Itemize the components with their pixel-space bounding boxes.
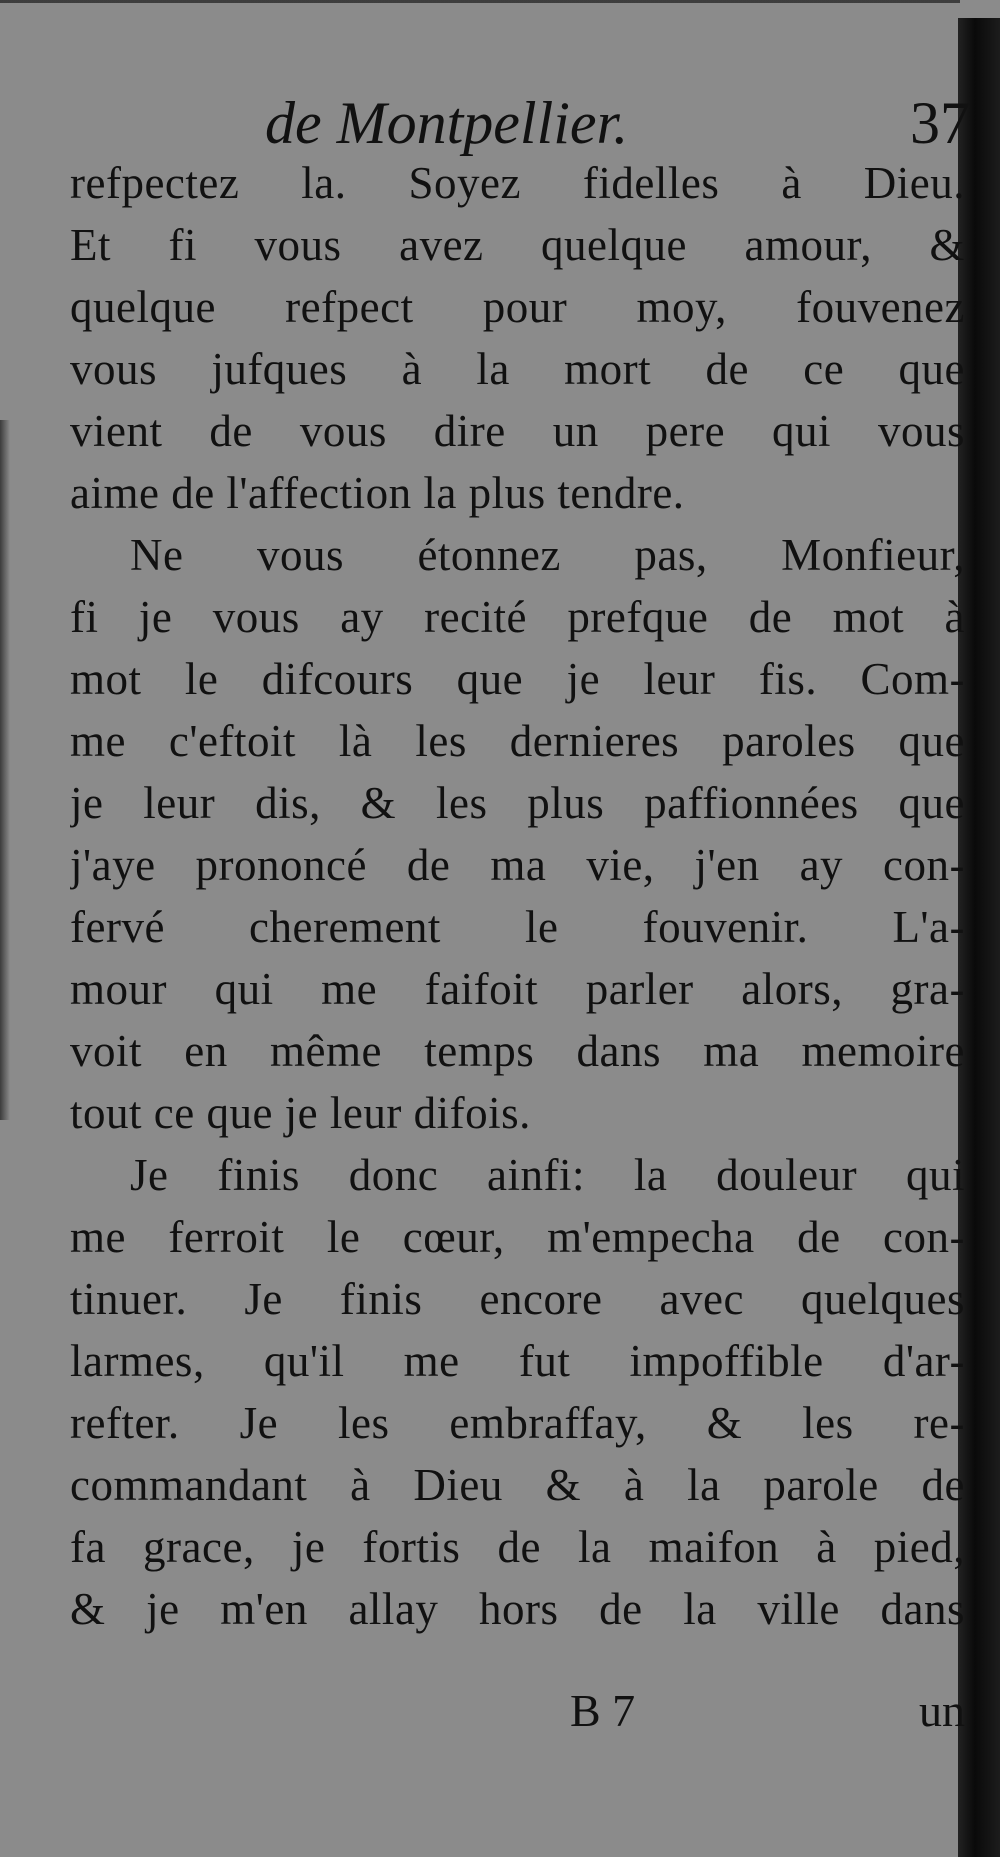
- running-title: de Montpellier.: [265, 90, 629, 156]
- text-line: Et fi vous avez quelque amour, &: [70, 220, 965, 270]
- text-line: fa grace, je fortis de la maifon à pied,: [70, 1522, 965, 1572]
- text-line: quelque refpect pour moy, fouvenez: [70, 282, 965, 332]
- body-text: [70, 152, 965, 1640]
- text-line: larmes, qu'il me fut impoffible d'ar-: [70, 1336, 965, 1386]
- text-line: vient de vous dire un pere qui vous: [70, 406, 965, 456]
- text-line: vous jufques à la mort de ce que: [70, 344, 965, 394]
- text-line: voit en même temps dans ma memoire: [70, 1026, 965, 1076]
- text-line: tinuer. Je finis encore avec quelques: [70, 1274, 965, 1324]
- text-line: fervé cherement le fouvenir. L'a-: [70, 902, 965, 952]
- text-line: aime de l'affection la plus tendre.: [70, 468, 685, 518]
- top-edge-rule: [0, 0, 960, 14]
- text-line: refpectez la. Soyez fidelles à Dieu.: [70, 158, 965, 208]
- text-line: me ferroit le cœur, m'empecha de con-: [70, 1212, 965, 1262]
- text-line: & je m'en allay hors de la ville dans: [70, 1584, 965, 1634]
- page-footer: [70, 1676, 965, 1746]
- text-line: refter. Je les embraffay, & les re-: [70, 1398, 965, 1448]
- catchword: un: [919, 1685, 965, 1736]
- text-line: me c'eftoit là les dernieres paroles que: [70, 716, 965, 766]
- text-line: je leur dis, & les plus paffionnées que: [70, 778, 965, 828]
- text-line: mot le difcours que je leur fis. Com-: [70, 654, 965, 704]
- text-line: commandant à Dieu & à la parole de: [70, 1460, 965, 1510]
- page-number: 37: [910, 90, 970, 156]
- text-line: Ne vous étonnez pas, Monfieur,: [130, 530, 965, 580]
- text-line: Je finis donc ainfi: la douleur qui: [130, 1150, 965, 1200]
- page-header: [70, 88, 970, 158]
- text-line: j'aye prononcé de ma vie, j'en ay con-: [70, 840, 965, 890]
- left-edge-shadow: [0, 420, 10, 1120]
- text-line: mour qui me faifoit parler alors, gra-: [70, 964, 965, 1014]
- signature-mark: B 7: [570, 1685, 636, 1736]
- text-line: fi je vous ay recité prefque de mot à: [70, 592, 965, 642]
- text-line: tout ce que je leur difois.: [70, 1088, 531, 1138]
